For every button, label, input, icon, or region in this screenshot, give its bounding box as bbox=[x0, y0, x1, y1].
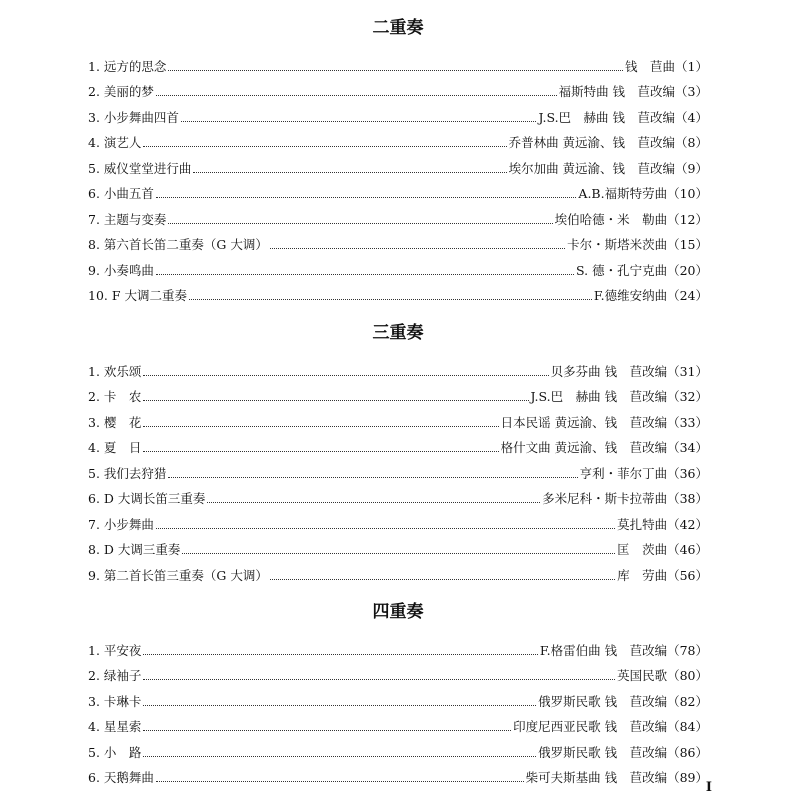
dot-leader bbox=[207, 501, 540, 503]
toc-entry bbox=[88, 279, 708, 305]
entry-page: （33） bbox=[667, 414, 708, 430]
entry-page: （89） bbox=[667, 770, 708, 785]
dot-leader bbox=[182, 552, 615, 554]
entry-title: 6. 天鹅舞曲 bbox=[88, 770, 154, 785]
entry-page: （3） bbox=[675, 84, 708, 99]
toc-entry bbox=[88, 431, 708, 457]
toc-entry bbox=[88, 354, 708, 380]
entry-title: 8. D 大调三重奏 bbox=[88, 542, 181, 557]
entry-page: （86） bbox=[667, 744, 708, 760]
entry-credit: 亨利・菲尔丁曲 bbox=[579, 465, 668, 481]
dot-leader bbox=[168, 69, 623, 71]
toc-entry bbox=[88, 202, 708, 228]
entry-title: 6. D 大调长笛三重奏 bbox=[88, 491, 206, 506]
entry-title: 2. 卡 农 bbox=[88, 389, 142, 404]
entry-title: 1. 欢乐颂 bbox=[88, 363, 142, 379]
entry-credit: 印度尼西亚民歌 钱 苣改编 bbox=[513, 719, 668, 734]
toc-entry bbox=[88, 507, 708, 533]
dot-leader bbox=[270, 578, 615, 580]
entry-page: （8） bbox=[675, 135, 708, 150]
page-number: I bbox=[705, 780, 712, 795]
entry-credit: 日本民谣 黄远渝、钱 苣改编 bbox=[500, 414, 668, 430]
entry-page: （12） bbox=[667, 211, 708, 227]
dot-leader bbox=[143, 755, 536, 757]
entry-title: 9. 小奏鸣曲 bbox=[88, 262, 154, 278]
dot-leader bbox=[143, 678, 615, 680]
entry-credit: 埃尔加曲 黄远渝、钱 苣改编 bbox=[508, 160, 676, 176]
entry-title: 1. 远方的思念 bbox=[88, 58, 167, 74]
dot-leader bbox=[143, 399, 528, 401]
section-trios bbox=[88, 321, 708, 584]
dot-leader bbox=[143, 653, 538, 655]
toc-entry bbox=[88, 405, 708, 431]
entry-page: （9） bbox=[675, 160, 708, 176]
entry-list bbox=[88, 633, 708, 786]
toc-entry bbox=[88, 558, 708, 584]
dot-leader bbox=[156, 780, 524, 782]
entry-credit: 福斯特曲 钱 苣改编 bbox=[558, 84, 676, 99]
entry-page: （24） bbox=[667, 288, 708, 303]
entry-credit: 乔普林曲 黄远渝、钱 苣改编 bbox=[508, 135, 676, 150]
entry-title: 4. 夏 日 bbox=[88, 440, 142, 455]
entry-page: （56） bbox=[667, 567, 708, 583]
dot-leader bbox=[156, 527, 615, 529]
entry-credit: 钱 苣曲 bbox=[625, 58, 676, 74]
entry-title: 7. 小步舞曲 bbox=[88, 516, 154, 532]
toc-entry bbox=[88, 100, 708, 126]
entry-list bbox=[88, 49, 708, 304]
entry-credit: 埃伯哈德・米 勒曲 bbox=[554, 211, 668, 227]
section-title: 三重奏 bbox=[372, 323, 424, 343]
dot-leader bbox=[156, 273, 574, 275]
entry-credit: 匡 茨曲 bbox=[617, 542, 668, 557]
entry-title: 7. 主题与变奏 bbox=[88, 211, 167, 227]
entry-page: （20） bbox=[667, 262, 708, 278]
dot-leader bbox=[270, 247, 565, 249]
toc-entry bbox=[88, 533, 708, 559]
section-duets bbox=[88, 16, 708, 304]
toc-entry bbox=[88, 253, 708, 279]
entry-credit: 柴可夫斯基曲 钱 苣改编 bbox=[525, 770, 668, 785]
entry-page: （42） bbox=[667, 516, 708, 532]
entry-title: 3. 樱 花 bbox=[88, 414, 142, 430]
toc-entry bbox=[88, 126, 708, 152]
dot-leader bbox=[193, 171, 506, 173]
entry-credit: F.德维安纳曲 bbox=[593, 288, 668, 303]
dot-leader bbox=[143, 425, 498, 427]
entry-title: 5. 小 路 bbox=[88, 744, 142, 760]
toc-entry bbox=[88, 49, 708, 75]
entry-page: （78） bbox=[667, 642, 708, 658]
entry-credit: 俄罗斯民歌 钱 苣改编 bbox=[538, 693, 668, 709]
entry-page: （36） bbox=[667, 465, 708, 481]
entry-credit: 英国民歌 bbox=[617, 668, 668, 683]
toc-entry bbox=[88, 684, 708, 710]
dot-leader bbox=[168, 222, 552, 224]
entry-page: （80） bbox=[667, 668, 708, 683]
entry-list bbox=[88, 354, 708, 584]
entry-title: 2. 绿袖子 bbox=[88, 668, 142, 683]
entry-page: （10） bbox=[667, 186, 708, 201]
entry-credit: 多米尼科・斯卡拉蒂曲 bbox=[542, 491, 668, 506]
entry-credit: A.B.福斯特劳曲 bbox=[578, 186, 668, 201]
toc-entry bbox=[88, 151, 708, 177]
toc-entry bbox=[88, 380, 708, 406]
entry-credit: 俄罗斯民歌 钱 苣改编 bbox=[538, 744, 668, 760]
dot-leader bbox=[156, 94, 557, 96]
toc-entry bbox=[88, 633, 708, 659]
toc-entry bbox=[88, 228, 708, 254]
entry-credit: 卡尔・斯塔米茨曲 bbox=[567, 237, 668, 252]
dot-leader bbox=[168, 476, 577, 478]
entry-credit: 库 劳曲 bbox=[617, 567, 668, 583]
entry-title: 3. 卡琳卡 bbox=[88, 693, 142, 709]
entry-credit: J.S.巴 赫曲 钱 苣改编 bbox=[530, 389, 668, 404]
entry-credit: S. 德・孔宁克曲 bbox=[576, 262, 668, 278]
entry-title: 8. 第六首长笛二重奏（G 大调） bbox=[88, 237, 268, 252]
dot-leader bbox=[143, 374, 548, 376]
toc-entry bbox=[88, 710, 708, 736]
toc-entry bbox=[88, 75, 708, 101]
entry-credit: J.S.巴 赫曲 钱 苣改编 bbox=[538, 109, 676, 125]
entry-title: 6. 小曲五首 bbox=[88, 186, 154, 201]
entry-page: （4） bbox=[675, 109, 708, 125]
entry-credit: F.格雷伯曲 钱 苣改编 bbox=[539, 642, 668, 658]
toc-entry bbox=[88, 659, 708, 685]
dot-leader bbox=[143, 729, 511, 731]
entry-page: （34） bbox=[667, 440, 708, 455]
entry-title: 3. 小步舞曲四首 bbox=[88, 109, 179, 125]
toc-entry bbox=[88, 761, 708, 787]
section-title: 四重奏 bbox=[372, 602, 424, 622]
toc-entry bbox=[88, 177, 708, 203]
entry-title: 1. 平安夜 bbox=[88, 642, 142, 658]
entry-page: （82） bbox=[667, 693, 708, 709]
section-title: 二重奏 bbox=[372, 18, 424, 38]
entry-page: （38） bbox=[667, 491, 708, 506]
entry-credit: 格什文曲 黄远渝、钱 苣改编 bbox=[500, 440, 668, 455]
dot-leader bbox=[143, 145, 506, 147]
entry-page: （31） bbox=[667, 363, 708, 379]
dot-leader bbox=[181, 120, 537, 122]
entry-title: 9. 第二首长笛三重奏（G 大调） bbox=[88, 567, 268, 583]
entry-title: 5. 威仪堂堂进行曲 bbox=[88, 160, 192, 176]
dot-leader bbox=[143, 704, 536, 706]
entry-credit: 莫扎特曲 bbox=[617, 516, 668, 532]
section-quartets bbox=[88, 600, 708, 786]
dot-leader bbox=[143, 450, 498, 452]
entry-page: （32） bbox=[667, 389, 708, 404]
entry-title: 10. F 大调二重奏 bbox=[88, 288, 187, 303]
entry-page: （46） bbox=[667, 542, 708, 557]
entry-title: 5. 我们去狩猎 bbox=[88, 465, 167, 481]
entry-title: 2. 美丽的梦 bbox=[88, 84, 154, 99]
toc-entry bbox=[88, 735, 708, 761]
toc-entry bbox=[88, 482, 708, 508]
entry-title: 4. 星星索 bbox=[88, 719, 142, 734]
entry-title: 4. 演艺人 bbox=[88, 135, 142, 150]
entry-page: （1） bbox=[675, 58, 708, 74]
dot-leader bbox=[189, 298, 592, 300]
toc-entry bbox=[88, 456, 708, 482]
dot-leader bbox=[156, 196, 577, 198]
entry-credit: 贝多芬曲 钱 苣改编 bbox=[550, 363, 668, 379]
entry-page: （15） bbox=[667, 237, 708, 252]
entry-page: （84） bbox=[667, 719, 708, 734]
